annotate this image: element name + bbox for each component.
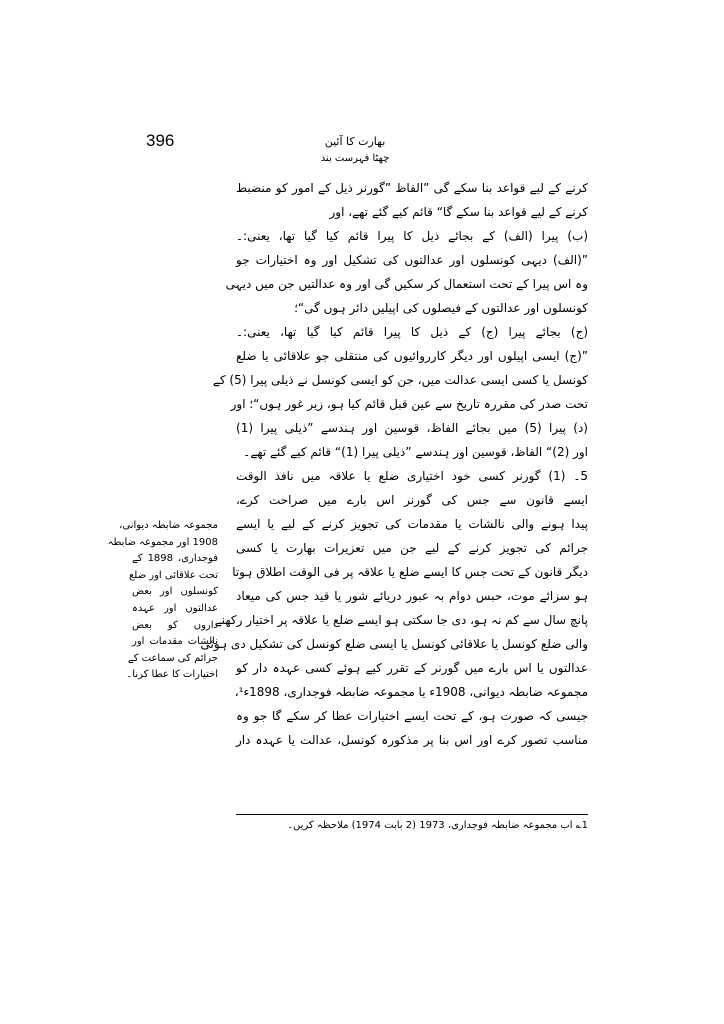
main-text-column [200, 176, 588, 752]
text-line: جیسی کہ صورت ہو، کے تحت ایسے اختیارات عطا کر سکے گا جو وہ [236, 709, 588, 723]
text-line: پانچ سال سے کم نہ ہو، دی جا سکتی ہو ایسے ضلع یا علاقہ پر اختیار رکھنے [214, 613, 588, 627]
margin-note-line: تحت علاقائی اور ضلع [128, 569, 218, 581]
text-line: کونسلوں اور عدالتوں کے فیصلوں کی اپیلیں دائر ہوں گی“؛ [294, 301, 588, 315]
text-line: (ب) پیرا (الف) کے بجائے ذیل کا پیرا قائم کیا گیا تھا، یعنی:۔ [236, 229, 588, 243]
text-line: ایسے قانون سے جس کی گورنر اس بارے میں صراحت کرے، [236, 493, 588, 507]
running-header [300, 133, 410, 166]
footnote: 1؎ اب مجموعہ ضابطہ فوجداری، 1973 (2 بابت 1974) ملاحظہ کریں۔ [287, 820, 588, 831]
margin-note-line: کونسلوں اور بعض [132, 586, 218, 598]
text-line: کرنے کے لیے قواعد بنا سکے گا“ قائم کیے گئے تھے، اور [329, 205, 588, 219]
section-5-heading-line: 5۔ (1) گورنر کسی خود اختیاری ضلع یا علاقہ میں نافذ الوقت [236, 469, 588, 483]
margin-note-line: جرائم کی سماعت کے [127, 652, 218, 664]
text-line: پیدا ہونے والی نالشات یا مقدمات کی تجویز کرنے کے لیے یا ایسے [236, 517, 588, 531]
margin-note-line: اختیارات کا عطا کرنا۔ [126, 669, 218, 681]
text-line: کرنے کے لیے قواعد بنا سکے گی ”الفاظ ”گورنر ذیل کے امور کو منضبط [236, 181, 588, 195]
text-line: اور (2)“ الفاظ، قوسین اور ہندسے ”ذیلی پیرا (1)“ قائم کیے گئے تھے۔ [243, 445, 588, 459]
margin-note-line: 1908 اور مجموعہ ضابطہ [107, 536, 218, 548]
text-line: تحت صدر کی مقررہ تاریخ سے عین قبل قائم کیا ہو، زیر غور ہوں“؛ اور [230, 397, 588, 411]
text-line: دیگر قانون کے تحت جس کا ایسے ضلع یا علاقہ پر فی الوقت اطلاق ہوتا [232, 565, 588, 579]
page-number: 396 [146, 131, 175, 150]
footnote-divider [236, 814, 588, 815]
margin-note-line: عدالتوں اور عہدہ [132, 602, 218, 614]
margin-note [107, 518, 218, 684]
text-line: مناسب تصور کرے اور اس بنا پر مذکورہ کونسل، عدالت یا عہدہ دار [236, 733, 588, 747]
text-line: جرائم کی تجویز کرنے کے لیے جن میں تعزیرات بھارت یا کسی [236, 541, 588, 555]
text-line: (د) پیرا (5) میں بجائے الفاظ، قوسین اور ہندسے ”ذیلی پیرا (1) [236, 421, 588, 435]
text-line: مجموعہ ضابطہ دیوانی، 1908ء یا مجموعہ ضابطہ فوجداری، 1898ء¹، [234, 685, 588, 699]
text-line: ”(ج) ایسی اپیلوں اور دیگر کارروائیوں کی منتقلی جو علاقائی یا ضلع [236, 349, 588, 363]
margin-note-line: فوجداری، 1898 کے [132, 553, 218, 565]
margin-note-line: داروں کو بعض [132, 619, 218, 631]
margin-note-line: مجموعہ ضابطہ دیوانی، [119, 520, 218, 531]
text-line: وہ اس پیرا کے تحت استعمال کر سکیں گی اور وہ عدالتیں جن میں دیہی [225, 277, 588, 291]
text-line: ”(الف) دیہی کونسلوں اور عدالتوں کی تشکیل اور وہ اختیارات جو [236, 253, 588, 267]
header-subtitle: چھٹا فہرست بند [320, 153, 390, 164]
header-title: بھارت کا آئین [324, 135, 386, 148]
margin-note-line: نالشات مقدمات اور [132, 636, 218, 648]
text-line: والی ضلع کونسل یا علاقائی کونسل یا ایسی ضلع کونسل کی تشکیل دی ہوئی [200, 637, 588, 651]
text-line: عدالتوں یا اس بارے میں گورنر کے تقرر کیے ہوئے کسی عہدہ دار کو [236, 661, 588, 675]
text-line: (ج) بجائے پیرا (ج) کے ذیل کا پیرا قائم کیا گیا تھا، یعنی:۔ [236, 325, 588, 339]
text-line: کونسل یا کسی ایسی عدالت میں، جن کو ایسی کونسل نے ذیلی پیرا (5) کے [212, 373, 588, 387]
text-line: ہو سزائے موت، حبس دوام بہ عبور دریائے شور یا قید جس کی میعاد [236, 589, 588, 603]
